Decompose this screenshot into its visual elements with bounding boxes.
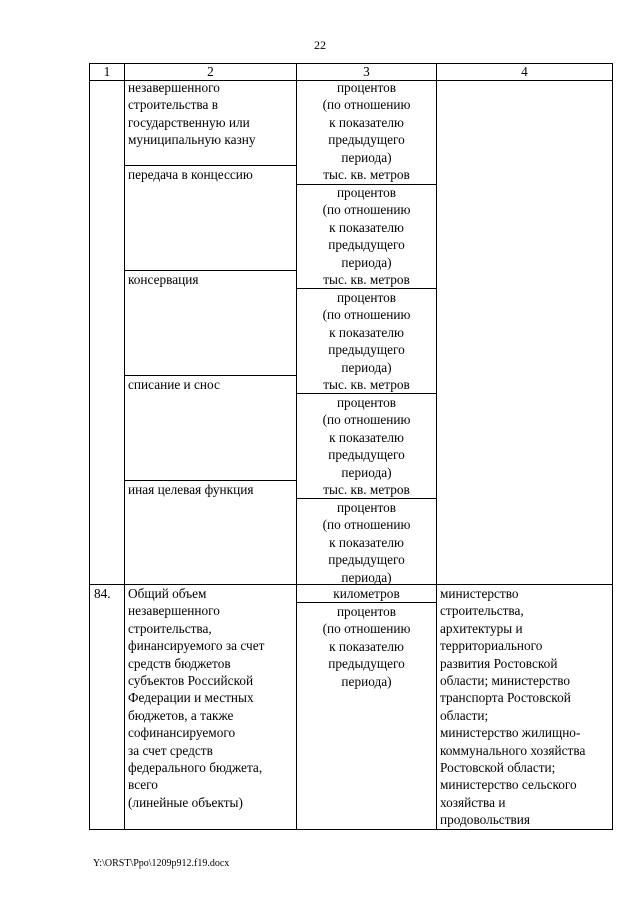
row-number: 84.: [94, 586, 111, 601]
sub-item-unit-area: тыс. кв. метров: [323, 272, 410, 287]
table-border-bottom: [89, 829, 613, 830]
header-col-2: 2: [207, 64, 214, 79]
sub-item-name: иная целевая функция: [128, 482, 254, 497]
sub-item-name: списание и снос: [128, 377, 220, 392]
sub-item-unit-percent: процентов (по отношению к показателю предыдущего периода): [322, 395, 411, 480]
cont-unit-cell: процентов (по отношению к показателю предыдущего периода): [322, 80, 411, 165]
sub-item-name: консервация: [128, 272, 199, 287]
table-border-col4: [436, 63, 437, 829]
page-number: 22: [314, 38, 326, 52]
row-84-responsible-cell: министерство строительства, архитектуры и территориального развития Ростовской области; министерство транспорта Ростовской области; министерство жилищно- коммунального хозяйства Ростовской области; министерство сельского хозяйства и продовольствия: [440, 586, 586, 828]
cont-name-cell: незавершенного строительства в государственную или муниципальную казну: [128, 80, 256, 148]
table-border-col2: [124, 63, 125, 829]
row-84-name-cell: Общий объем незавершенного строительства, финансируемого за счет средств бюджетов субъектов Российской Федерации и местных бюджетов, а также софинансируемого за счет средств федерального бюджета, всего (линейные объекты): [128, 586, 265, 810]
sub-item-unit-area: тыс. кв. метров: [323, 377, 410, 392]
header-col-1: 1: [103, 64, 111, 79]
sub-item-unit-area: тыс. кв. метров: [323, 482, 410, 497]
header-col-3: 3: [363, 64, 370, 79]
table-border-right: [612, 63, 613, 829]
header-col-4: 4: [521, 64, 528, 79]
sub-item-unit-area: тыс. кв. метров: [323, 167, 410, 182]
sub-item-unit-percent: процентов (по отношению к показателю предыдущего периода): [322, 500, 411, 585]
sub-item-name: передача в концессию: [128, 167, 253, 182]
sub-item-unit-percent: процентов (по отношению к показателю предыдущего периода): [322, 185, 411, 270]
row-84-unit-percent: процентов (по отношению к показателю предыдущего периода): [322, 604, 411, 689]
sub-item-unit-percent: процентов (по отношению к показателю предыдущего периода): [322, 290, 411, 375]
table-border-left: [89, 63, 90, 829]
footer-file-path: Y:\ORST\Ppo\1209p912.f19.docx: [93, 858, 230, 869]
row-84-unit-length: километров: [333, 586, 400, 601]
